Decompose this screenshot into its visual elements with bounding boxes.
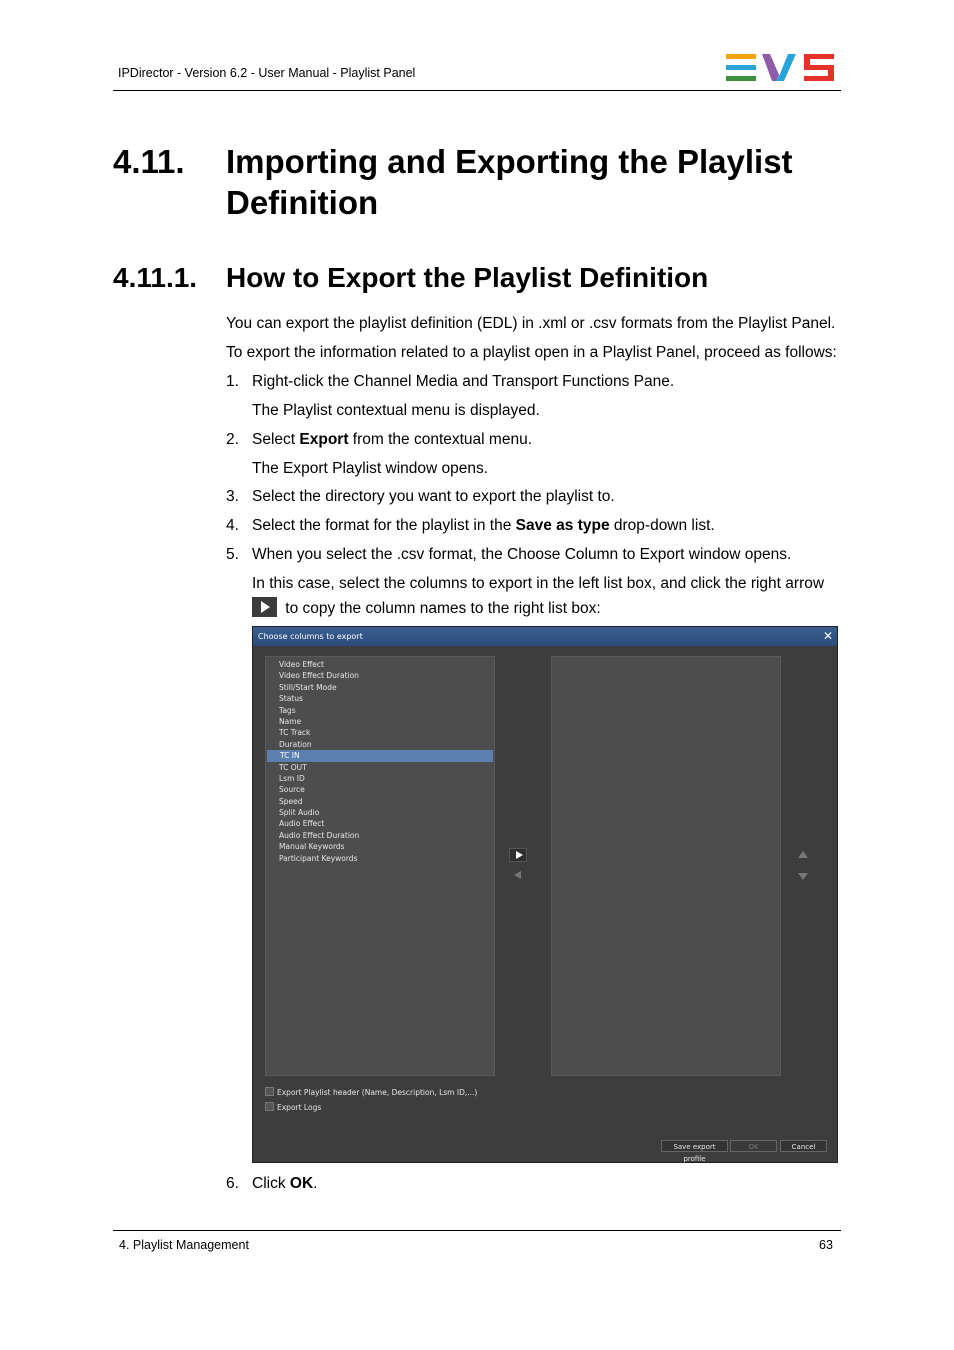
- step-4-text: Select the format for the playlist in the Save as type drop-down list.: [252, 517, 715, 534]
- step-5-text: When you select the .csv format, the Choose Column to Export window opens.: [252, 546, 792, 563]
- list-item[interactable]: Video Effect: [279, 660, 324, 669]
- step-5-detail-line2: to copy the column names to the right list box:: [252, 597, 601, 619]
- step-5-detail-line1: In this case, select the columns to export in the left list box, and click the right arrow: [252, 575, 825, 592]
- list-item[interactable]: TC Track: [279, 728, 311, 738]
- list-item[interactable]: Audio Effect Duration: [279, 830, 360, 840]
- step-number: 6.: [226, 1175, 239, 1192]
- list-item[interactable]: Status: [279, 694, 303, 704]
- section-title-line2: Definition: [226, 184, 379, 221]
- export-logs-checkbox[interactable]: Export Logs: [265, 1102, 321, 1112]
- checkbox-box[interactable]: [265, 1087, 274, 1096]
- intro-paragraph-1: You can export the playlist definition (EDL) in .xml or .csv formats from the Playlist Panel.: [226, 315, 836, 332]
- step-number: 1.: [226, 373, 239, 390]
- section-number: 4.11.: [113, 143, 185, 180]
- list-item[interactable]: Duration: [279, 739, 312, 749]
- list-item[interactable]: Participant Keywords: [279, 853, 358, 863]
- running-header: IPDirector - Version 6.2 - User Manual - Playlist Panel: [118, 66, 416, 80]
- checkbox-box[interactable]: [265, 1102, 274, 1111]
- dialog-title-bar: [253, 627, 837, 646]
- step-2-result: The Export Playlist window opens.: [252, 460, 489, 477]
- ok-button[interactable]: OK: [730, 1140, 777, 1152]
- footer-rule: [113, 1230, 841, 1231]
- choose-columns-dialog: [252, 626, 838, 1163]
- move-up-button[interactable]: [795, 848, 813, 862]
- step-1-text: Right-click the Channel Media and Transport Functions Pane.: [252, 373, 675, 390]
- step-3-text: Select the directory you want to export the playlist to.: [252, 488, 615, 505]
- save-export-profile-button[interactable]: Save export profile: [661, 1140, 728, 1152]
- list-item[interactable]: Name: [279, 716, 302, 726]
- header-rule: [113, 90, 841, 91]
- move-left-button[interactable]: [509, 869, 527, 883]
- step-number: 3.: [226, 488, 239, 505]
- list-item[interactable]: Source: [279, 785, 305, 795]
- intro-paragraph-2: To export the information related to a playlist open in a Playlist Panel, proceed as follows:: [226, 344, 837, 361]
- list-item[interactable]: Video Effect Duration: [279, 671, 359, 681]
- page-number: 63: [819, 1238, 833, 1252]
- footer-chapter: 4. Playlist Management: [119, 1238, 249, 1252]
- list-item[interactable]: Audio Effect: [279, 819, 325, 829]
- export-header-checkbox[interactable]: Export Playlist header (Name, Description, Lsm ID,...): [265, 1087, 477, 1097]
- dialog-title: Choose columns to export: [258, 632, 363, 641]
- step-number: 2.: [226, 431, 239, 448]
- move-down-button[interactable]: [795, 869, 813, 883]
- subsection-number: 4.11.1.: [113, 262, 198, 293]
- step-number: 5.: [226, 546, 239, 563]
- evs-logo: [726, 54, 834, 82]
- list-item[interactable]: Split Audio: [279, 808, 320, 818]
- step-1-result: The Playlist contextual menu is displayed.: [252, 402, 540, 419]
- move-right-button[interactable]: [509, 848, 527, 862]
- list-item[interactable]: TC OUT: [279, 762, 307, 772]
- list-item[interactable]: Speed: [279, 796, 303, 806]
- list-item[interactable]: Lsm ID: [279, 773, 305, 783]
- section-title-line1: Importing and Exporting the Playlist: [226, 143, 793, 180]
- list-item[interactable]: Tags: [279, 705, 296, 715]
- cancel-button[interactable]: Cancel: [780, 1140, 827, 1152]
- right-arrow-icon: [252, 597, 277, 617]
- available-columns-list[interactable]: [265, 656, 495, 1076]
- list-item[interactable]: Still/Start Mode: [279, 682, 337, 692]
- list-item[interactable]: TC IN: [267, 750, 493, 761]
- step-number: 4.: [226, 517, 239, 534]
- step-6-text: Click OK.: [252, 1175, 318, 1192]
- step-2-text: Select Export from the contextual menu.: [252, 431, 532, 448]
- selected-columns-list[interactable]: [551, 656, 781, 1076]
- close-icon[interactable]: ✕: [822, 629, 833, 643]
- list-item[interactable]: Manual Keywords: [279, 842, 345, 852]
- subsection-title: How to Export the Playlist Definition: [226, 262, 709, 293]
